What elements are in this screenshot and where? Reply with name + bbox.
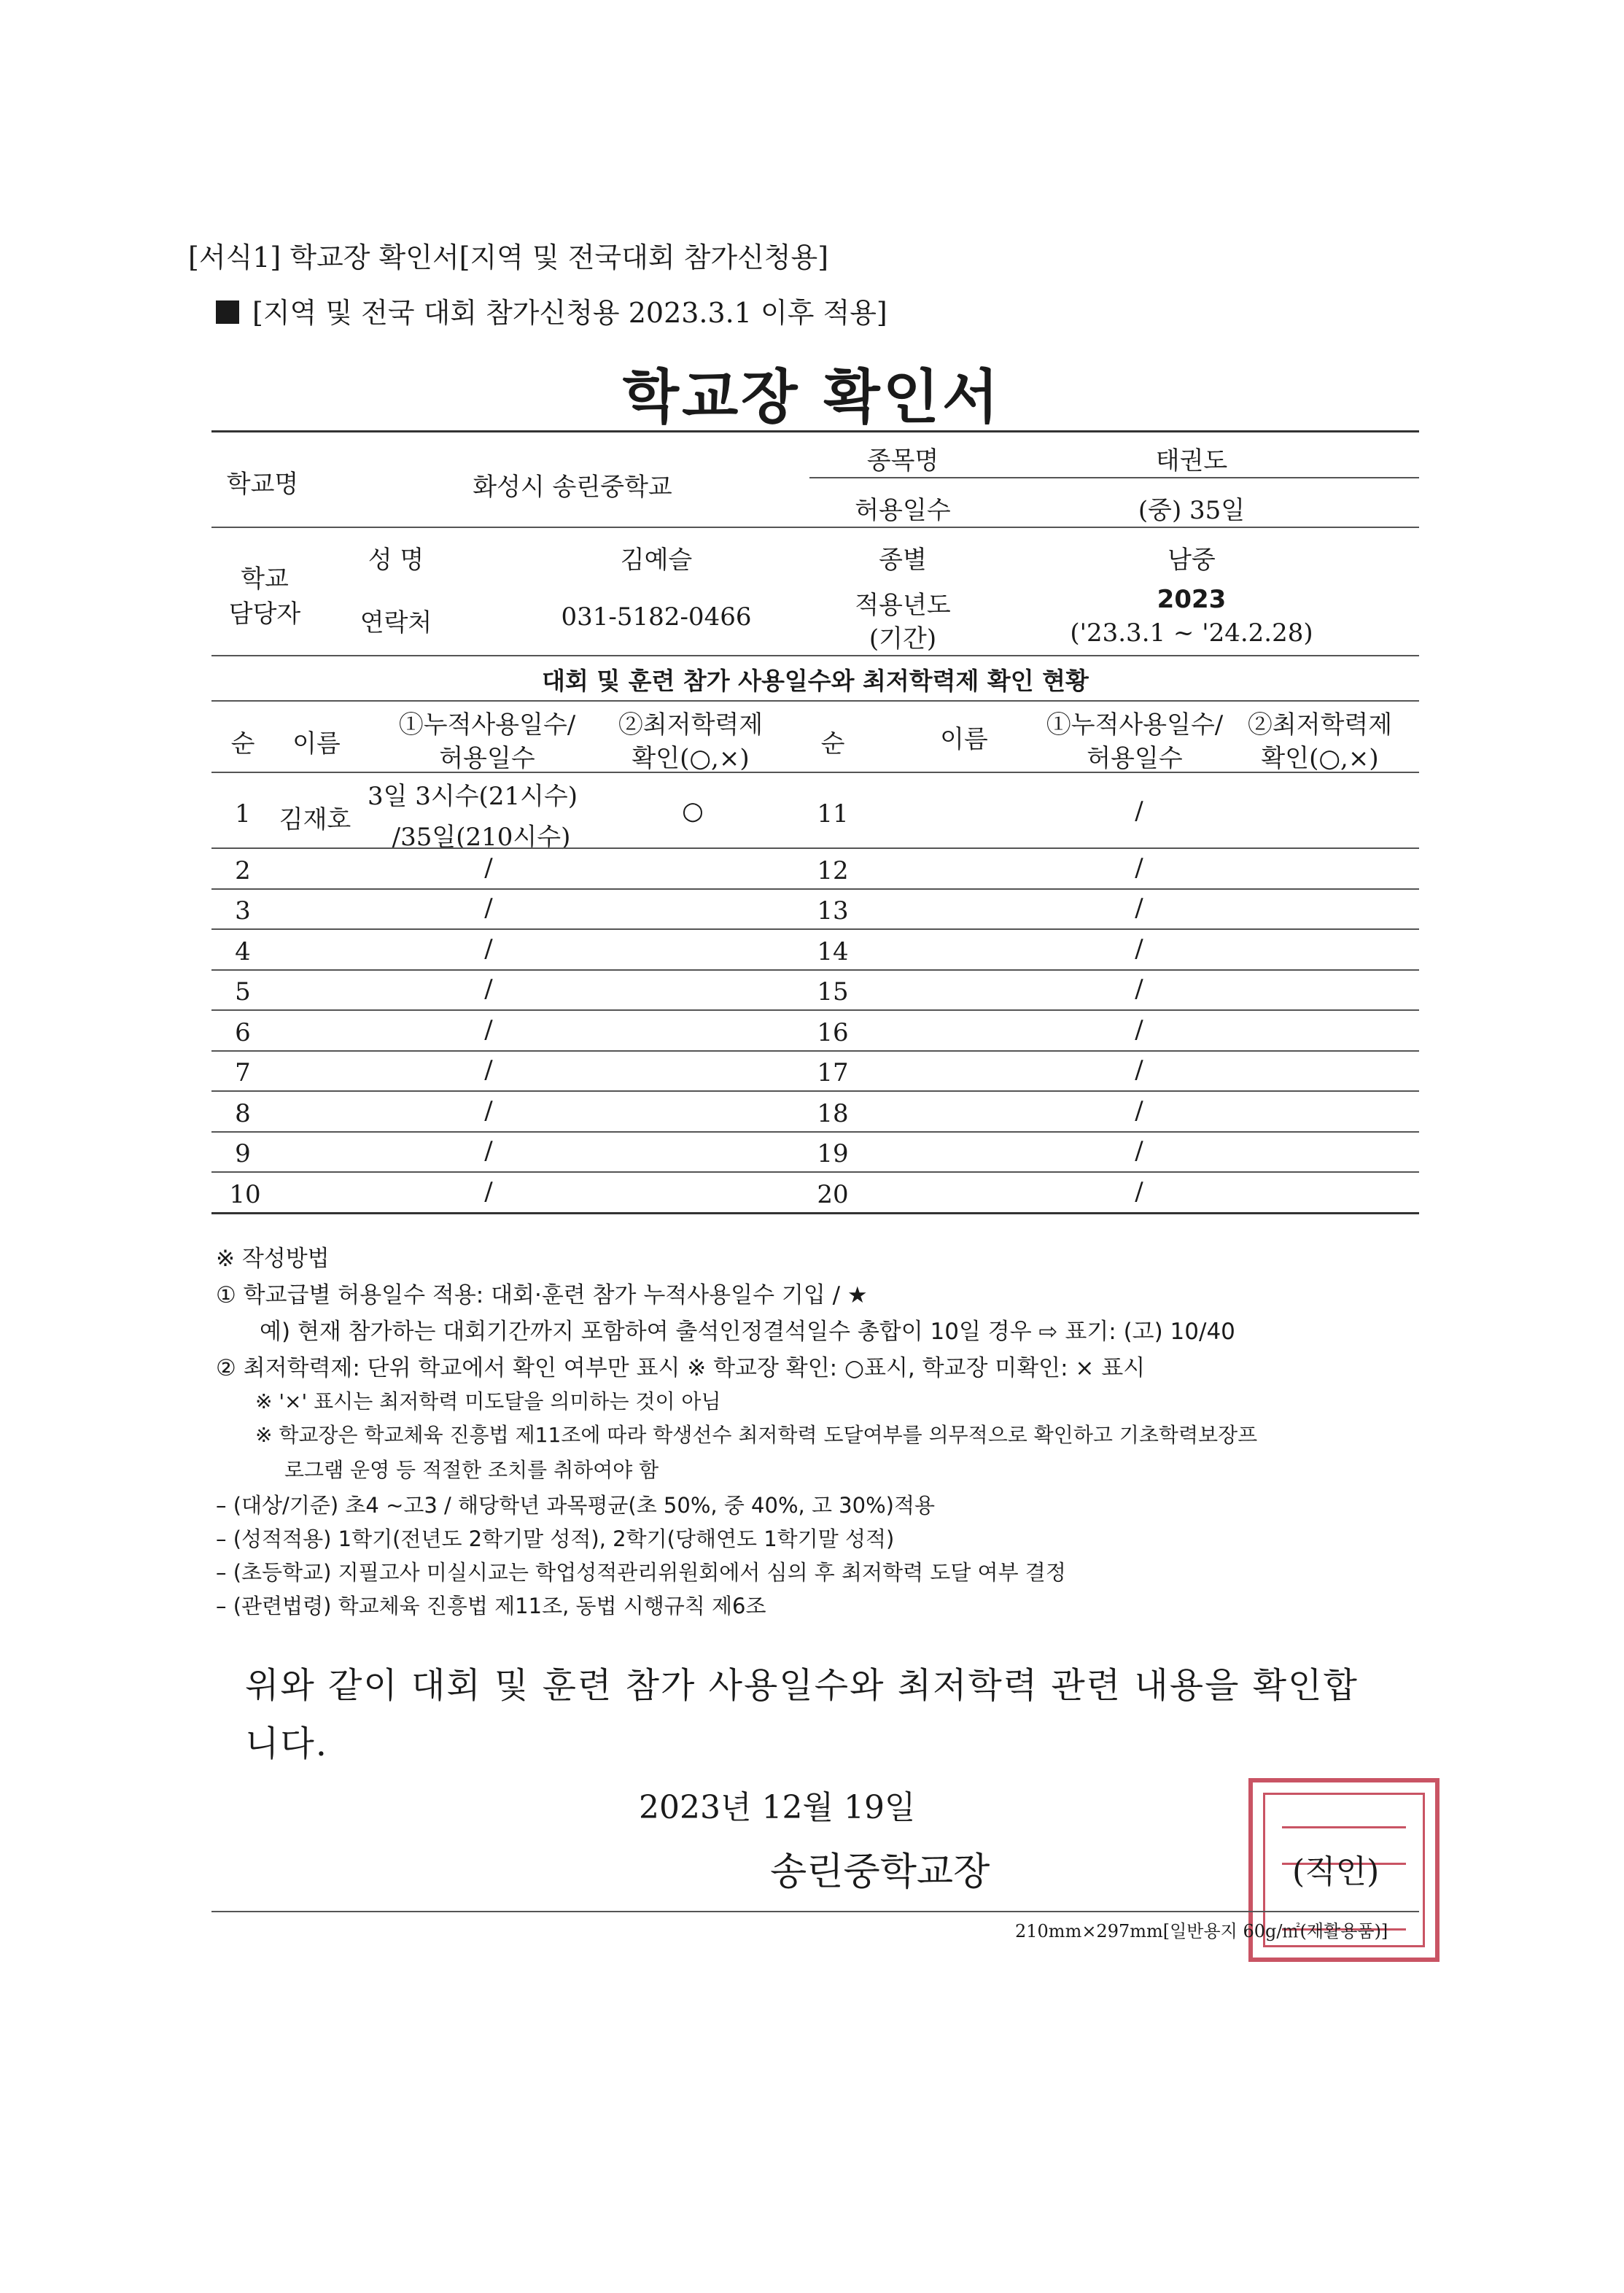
name-label: 성 명	[368, 546, 424, 575]
table-row-cell: /	[484, 893, 493, 923]
sport-value: 태권도	[1155, 446, 1228, 476]
table-row-cell: /	[1135, 853, 1143, 882]
row-divider	[211, 928, 1419, 930]
info-bottom-border	[211, 655, 1419, 656]
sport-label: 종목명	[866, 446, 939, 476]
col-no-left: 순	[230, 729, 255, 758]
table-row-cell: 9	[235, 1139, 251, 1168]
form-sub	[216, 290, 887, 330]
table-row-cell: 5	[235, 977, 251, 1006]
table-row-cell: /	[1135, 1096, 1143, 1125]
table-row-cell: 4	[235, 937, 251, 966]
table-row-cell: 2	[235, 856, 251, 885]
period-value: ('23.3.1 ~ '24.2.28)	[1070, 618, 1313, 648]
col-days-left-2: 허용일수	[439, 744, 535, 773]
allowed-value: (중) 35일	[1138, 496, 1246, 525]
table-row-cell: 18	[817, 1099, 849, 1128]
table-row-cell: /35일(210시수)	[392, 823, 571, 852]
table-row-cell: 13	[817, 896, 849, 926]
col-days-right-2: 허용일수	[1087, 744, 1183, 773]
table-row-cell: 16	[817, 1018, 849, 1047]
year-label: 적용년도	[855, 591, 951, 620]
col-check-right-1: ②최저학력제	[1247, 710, 1393, 740]
detail-2: – (성적적용) 1학기(전년도 2학기말 성적), 2학기(당해연도 1학기말 성적)	[216, 1526, 895, 1551]
detail-4: – (관련법령) 학교체육 진흥법 제11조, 동법 시행규칙 제6조	[216, 1594, 766, 1618]
table-row-cell: 8	[235, 1099, 251, 1128]
col-days-right-1: ①누적사용일수/	[1046, 710, 1224, 740]
status-header-border	[211, 772, 1419, 773]
table-row-cell: /	[484, 1177, 493, 1206]
note-1: ① 학교급별 허용일수 적용: 대회·훈련 참가 누적사용일수 기입 / ★	[216, 1282, 868, 1308]
contact-value: 031-5182-0466	[561, 602, 752, 632]
principal-name: 송린중학교장	[770, 1850, 990, 1894]
info-line-school	[211, 527, 1419, 528]
square-bullet-icon	[216, 300, 239, 324]
table-row-cell: /	[1135, 1055, 1143, 1085]
col-name-left: 이름	[292, 729, 341, 758]
table-row-cell: /	[1135, 974, 1143, 1004]
table-row-cell: 7	[235, 1058, 251, 1087]
note-2a: ※ '×' 표시는 최저학력 미도달을 의미하는 것이 아님	[255, 1389, 721, 1413]
notes-heading: ※ 작성방법	[216, 1246, 330, 1272]
table-row-cell: 20	[817, 1180, 849, 1209]
row-divider	[211, 1050, 1419, 1052]
table-row-cell: /	[1135, 796, 1143, 826]
col-days-left-1: ①누적사용일수/	[398, 710, 576, 740]
table-row-cell: /	[484, 1136, 493, 1165]
info-line-sport	[809, 477, 1419, 478]
col-name-right: 이름	[940, 725, 988, 754]
table-row-cell: /	[1135, 1177, 1143, 1206]
footer-border	[211, 1911, 1419, 1912]
note-2: ② 최저학력제: 단위 학교에서 확인 여부만 표시 ※ 학교장 확인: ○표시, 학교장 미확인: × 표시	[216, 1355, 1146, 1381]
note-2b-2: 로그램 운영 등 적절한 조치를 취하여야 함	[284, 1458, 659, 1482]
note-1-example: 예) 현재 참가하는 대회기간까지 포함하여 출석인정결석일수 총합이 10일 경우 ⇨ 표기: (고) 10/40	[260, 1319, 1235, 1345]
row-divider	[211, 1171, 1419, 1173]
table-row-cell: ○	[682, 796, 704, 826]
allowed-label: 허용일수	[855, 496, 951, 525]
row-divider	[211, 969, 1419, 971]
row-divider	[211, 1009, 1419, 1011]
year-value: 2023	[1157, 585, 1227, 614]
seal-mark	[1282, 1826, 1406, 1828]
detail-1: – (대상/기준) 초4 ~고3 / 해당학년 과목평균(초 50%, 중 40%, 고 30%)적용	[216, 1493, 935, 1518]
table-row-cell: 3일 3시수(21시수)	[367, 782, 578, 811]
table-row-cell: /	[484, 934, 493, 963]
table-row-cell: 15	[817, 977, 849, 1006]
note-2b-1: ※ 학교장은 학교체육 진흥법 제11조에 따라 학생선수 최저학력 도달여부를 의무적으로 확인하고 기초학력보장프	[255, 1423, 1258, 1447]
table-row-cell: 19	[817, 1139, 849, 1168]
info-top-border	[211, 430, 1419, 432]
confirm-line-2: 니다.	[245, 1723, 328, 1764]
row-divider	[211, 888, 1419, 890]
table-row-cell: 12	[817, 856, 849, 885]
table-row-cell: 14	[817, 937, 849, 966]
table-row-cell: /	[1135, 1015, 1143, 1044]
period-label: (기간)	[869, 624, 937, 653]
table-row-cell: 11	[817, 799, 849, 829]
detail-3: – (초등학교) 지필고사 미실시교는 학업성적관리위원회에서 심의 후 최저학력 도달 여부 결정	[216, 1560, 1066, 1585]
confirm-date: 2023년 12월 19일	[639, 1789, 916, 1826]
table-row-cell: /	[484, 1096, 493, 1125]
school-label: 학교명	[226, 470, 299, 499]
status-top-border	[211, 700, 1419, 702]
contact-label: 연락처	[360, 608, 432, 637]
status-bottom-border	[211, 1212, 1419, 1214]
form-label: [서식1] 학교장 확인서[지역 및 전국대회 참가신청용]	[188, 241, 829, 273]
row-divider	[211, 1131, 1419, 1133]
table-row-cell: 17	[817, 1058, 849, 1087]
table-row-cell: /	[1135, 934, 1143, 963]
table-row-cell: /	[484, 974, 493, 1004]
table-row-cell: /	[1135, 893, 1143, 923]
table-row-cell: /	[484, 853, 493, 882]
table-row-cell: 6	[235, 1018, 251, 1047]
row-divider	[211, 847, 1419, 849]
category-label: 종별	[879, 546, 927, 575]
seal-label: (직인)	[1292, 1853, 1380, 1890]
col-check-left-1: ②최저학력제	[618, 710, 764, 740]
manager-label-2: 담당자	[228, 600, 301, 629]
school-value: 화성시 송린중학교	[473, 473, 672, 502]
table-row-cell: /	[484, 1055, 493, 1085]
confirm-line-1: 위와 같이 대회 및 훈련 참가 사용일수와 최저학력 관련 내용을 확인합	[245, 1665, 1359, 1706]
manager-label-1: 학교	[241, 564, 289, 594]
table-row-cell: /	[1135, 1136, 1143, 1165]
col-check-right-2: 확인(○,×)	[1261, 744, 1379, 773]
col-check-left-2: 확인(○,×)	[632, 744, 750, 773]
status-section-title: 대회 및 훈련 참가 사용일수와 최저학력제 확인 현황	[542, 667, 1089, 695]
col-no-right: 순	[820, 729, 845, 758]
name-value: 김예슬	[620, 546, 693, 575]
paper-spec: 210mm×297mm[일반용지 60g/㎡(재활용품)]	[1015, 1921, 1388, 1941]
table-row-cell: 3	[235, 896, 251, 926]
table-row-cell: 김재호	[279, 805, 351, 834]
table-row-cell: 1	[235, 799, 251, 829]
category-value: 남중	[1168, 546, 1216, 575]
page-title: 학교장 확인서	[622, 363, 1002, 431]
form-sub-text: [지역 및 전국 대회 참가신청용 2023.3.1 이후 적용]	[252, 297, 887, 329]
row-divider	[211, 1090, 1419, 1092]
table-row-cell: 10	[229, 1180, 261, 1209]
table-row-cell: /	[484, 1015, 493, 1044]
